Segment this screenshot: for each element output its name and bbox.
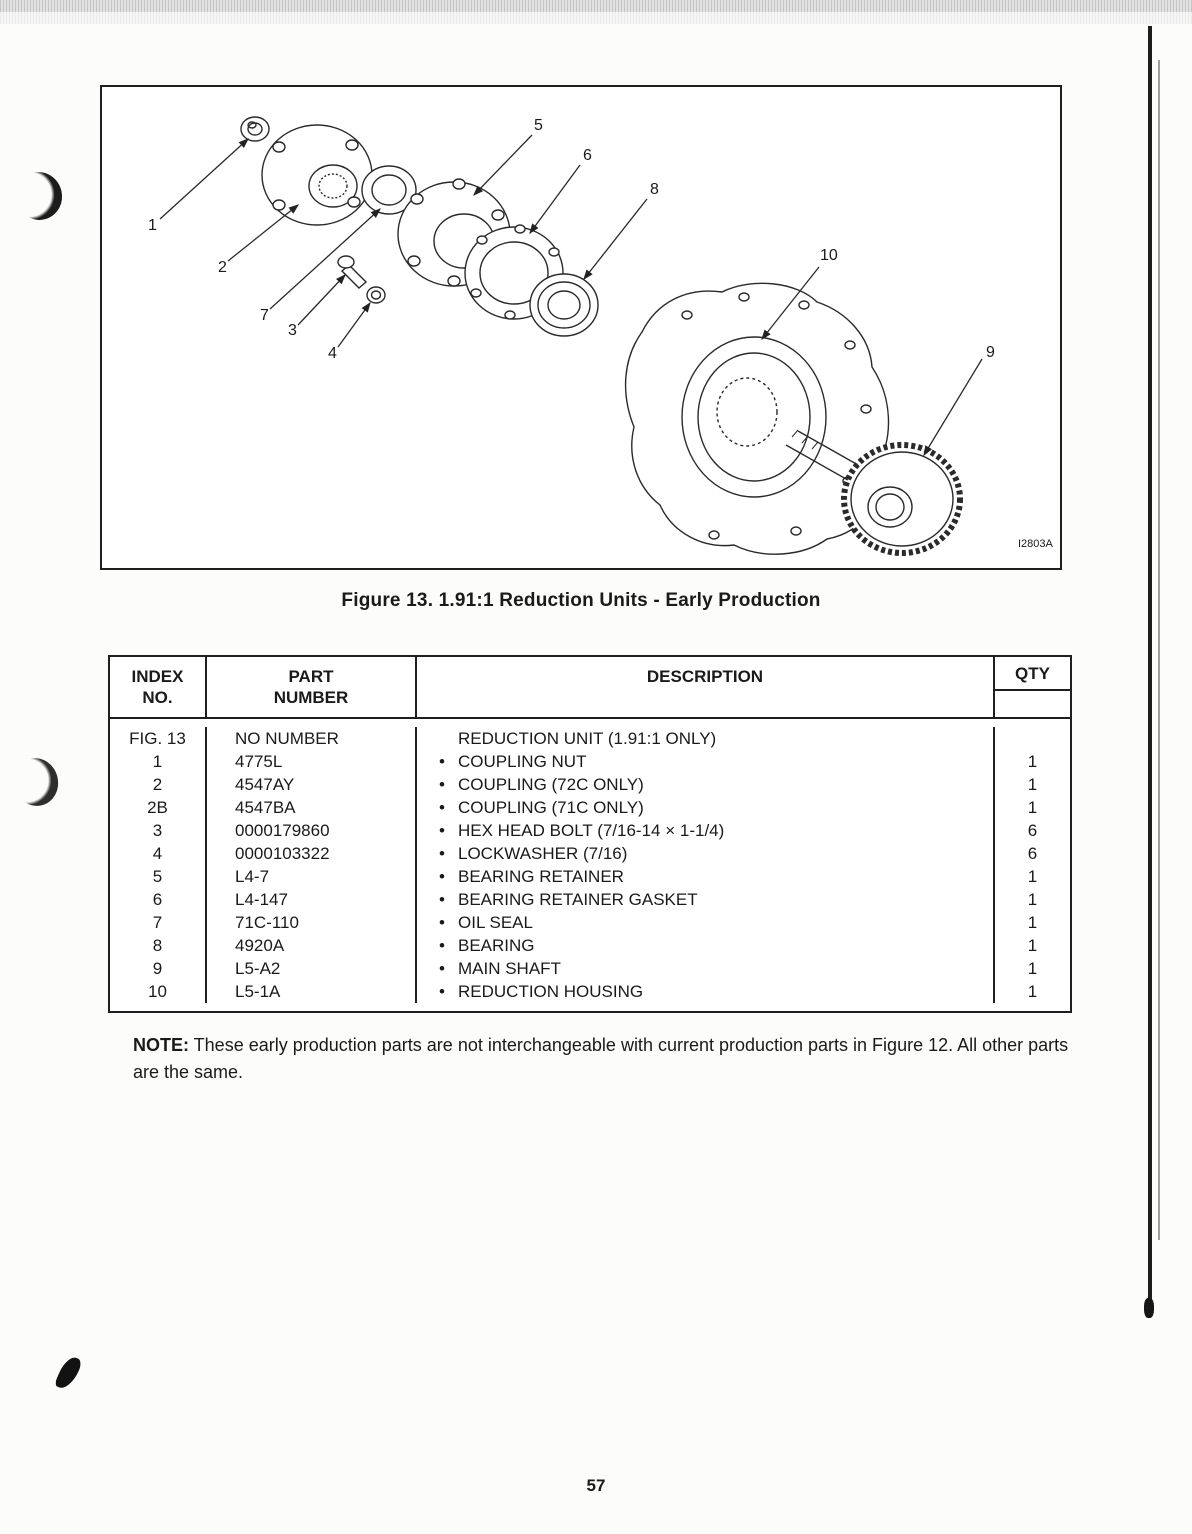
scan-artifact-blob [11, 167, 67, 225]
cell-qty: 1 [1027, 752, 1038, 771]
desc-text: REDUCTION UNIT (1.91:1 ONLY) [458, 729, 717, 748]
callout-3: 3 [288, 322, 297, 339]
table-row [110, 957, 1070, 980]
table-row [110, 865, 1070, 888]
desc-text: OIL SEAL [458, 913, 533, 932]
cell-part: 4547BA [207, 796, 417, 819]
cell-index: 7 [110, 911, 207, 934]
callout-2: 2 [218, 259, 227, 276]
desc-text: COUPLING (72C ONLY) [458, 775, 644, 794]
cell-index: 2B [110, 796, 207, 819]
cell-description [417, 727, 995, 750]
cell-index: 3 [110, 819, 207, 842]
cell-part: 4775L [207, 750, 417, 773]
part-hex-bolt [338, 256, 366, 288]
col-header-index [110, 657, 207, 717]
table-row [110, 888, 1070, 911]
note-paragraph [133, 1032, 1081, 1086]
cell-part: 0000103322 [207, 842, 417, 865]
desc-bullet: • [439, 913, 445, 932]
scan-artifact-blob [9, 753, 63, 810]
cell-qty: 1 [1027, 959, 1038, 978]
cell-description [417, 980, 995, 1003]
part-coupling-nut [241, 117, 269, 141]
cell-index: 9 [110, 957, 207, 980]
part-lockwasher [367, 287, 385, 303]
header-qty-text: QTY [1015, 664, 1050, 683]
cell-description [417, 934, 995, 957]
desc-text: BEARING [458, 936, 535, 955]
desc-text: LOCKWASHER (7/16) [458, 844, 628, 863]
part-coupling [262, 125, 372, 225]
desc-bullet: • [439, 844, 445, 863]
qty-header-underline [995, 689, 1070, 691]
cell-part: 4920A [207, 934, 417, 957]
cell-description [417, 911, 995, 934]
desc-bullet: • [439, 982, 445, 1001]
desc-bullet: • [439, 867, 445, 886]
desc-text: COUPLING NUT [458, 752, 587, 771]
cell-qty: 1 [1027, 867, 1038, 886]
col-header-description [417, 657, 995, 717]
desc-text: COUPLING (71C ONLY) [458, 798, 644, 817]
cell-index: 1 [110, 750, 207, 773]
desc-bullet: • [439, 798, 445, 817]
cell-index: 4 [110, 842, 207, 865]
cell-qty [995, 727, 1070, 750]
cell-index: 5 [110, 865, 207, 888]
cell-part: 71C-110 [207, 911, 417, 934]
desc-text: BEARING RETAINER [458, 867, 624, 886]
table-row [110, 773, 1070, 796]
cell-description [417, 865, 995, 888]
desc-text: REDUCTION HOUSING [458, 982, 644, 1001]
cell-qty: 6 [1027, 821, 1038, 840]
cell-index: 10 [110, 980, 207, 1003]
desc-bullet: • [439, 775, 445, 794]
scan-artifact-right-blot [1144, 1298, 1154, 1318]
callout-7: 7 [260, 307, 269, 324]
table-row [110, 796, 1070, 819]
table-row [110, 750, 1070, 773]
callout-10: 10 [820, 247, 838, 264]
cell-index: 6 [110, 888, 207, 911]
cell-qty: 1 [1027, 936, 1038, 955]
cell-part: NO NUMBER [207, 727, 417, 750]
header-index-line1: INDEX [131, 667, 184, 686]
callout-1: 1 [148, 217, 157, 234]
scan-artifact-right-line [1158, 60, 1160, 1240]
table-row [110, 842, 1070, 865]
table-row [110, 819, 1070, 842]
cell-qty: 1 [1027, 890, 1038, 909]
table-row [110, 980, 1070, 1003]
callout-8: 8 [650, 181, 659, 198]
cell-index: FIG. 13 [110, 727, 207, 750]
callout-5: 5 [534, 117, 543, 134]
cell-part: 4547AY [207, 773, 417, 796]
callout-4: 4 [328, 345, 337, 362]
callout-6: 6 [583, 147, 592, 164]
header-part-line2: NUMBER [273, 688, 349, 708]
desc-bullet: • [439, 821, 445, 840]
figure-caption: Figure 13. 1.91:1 Reduction Units - Early Production [341, 590, 821, 611]
cell-qty: 1 [1027, 982, 1038, 1001]
part-bearing [530, 274, 598, 336]
cell-part: L5-A2 [207, 957, 417, 980]
table-row [110, 727, 1070, 750]
desc-bullet: • [439, 936, 445, 955]
cell-qty: 1 [1027, 775, 1038, 794]
exploded-view-svg [102, 87, 1060, 568]
cell-description [417, 888, 995, 911]
desc-bullet: • [439, 890, 445, 909]
figure-image-code: I2803A [1018, 538, 1053, 550]
parts-table-header [110, 657, 1070, 719]
col-header-qty [995, 657, 1070, 717]
cell-description [417, 819, 995, 842]
col-header-part [207, 657, 417, 717]
desc-bullet: • [439, 752, 445, 771]
table-row [110, 911, 1070, 934]
scan-artifact-blob [54, 1354, 83, 1392]
parts-table-body [110, 719, 1070, 1011]
desc-bullet: • [439, 959, 445, 978]
desc-text: BEARING RETAINER GASKET [458, 890, 698, 909]
parts-table [108, 655, 1072, 1013]
cell-description [417, 750, 995, 773]
page-number: 57 [586, 1476, 606, 1495]
table-row [110, 934, 1070, 957]
cell-index: 8 [110, 934, 207, 957]
cell-description [417, 796, 995, 819]
figure-frame [100, 85, 1062, 570]
header-index-line2: NO. [142, 688, 173, 708]
cell-qty: 6 [1027, 844, 1038, 863]
desc-text: MAIN SHAFT [458, 959, 561, 978]
cell-qty: 1 [1027, 913, 1038, 932]
cell-part: L4-7 [207, 865, 417, 888]
header-description-text: DESCRIPTION [646, 667, 764, 686]
scan-artifact-top-band [0, 0, 1192, 12]
scan-artifact-right-line [1148, 26, 1152, 1310]
cell-qty: 1 [1027, 798, 1038, 817]
desc-text: HEX HEAD BOLT (7/16-14 × 1-1/4) [458, 821, 725, 840]
cell-part: L4-147 [207, 888, 417, 911]
cell-part: 0000179860 [207, 819, 417, 842]
callout-9: 9 [986, 344, 995, 361]
cell-index: 2 [110, 773, 207, 796]
header-part-line1: PART [288, 667, 334, 686]
cell-part: L5-1A [207, 980, 417, 1003]
note-text: These early production parts are not interchangeable with current production parts in Figure 12. All other parts are the same. [133, 1035, 1069, 1082]
note-label: NOTE: [133, 1035, 189, 1055]
cell-description [417, 957, 995, 980]
scan-artifact-top-band2 [0, 12, 1192, 24]
cell-description [417, 842, 995, 865]
cell-description [417, 773, 995, 796]
